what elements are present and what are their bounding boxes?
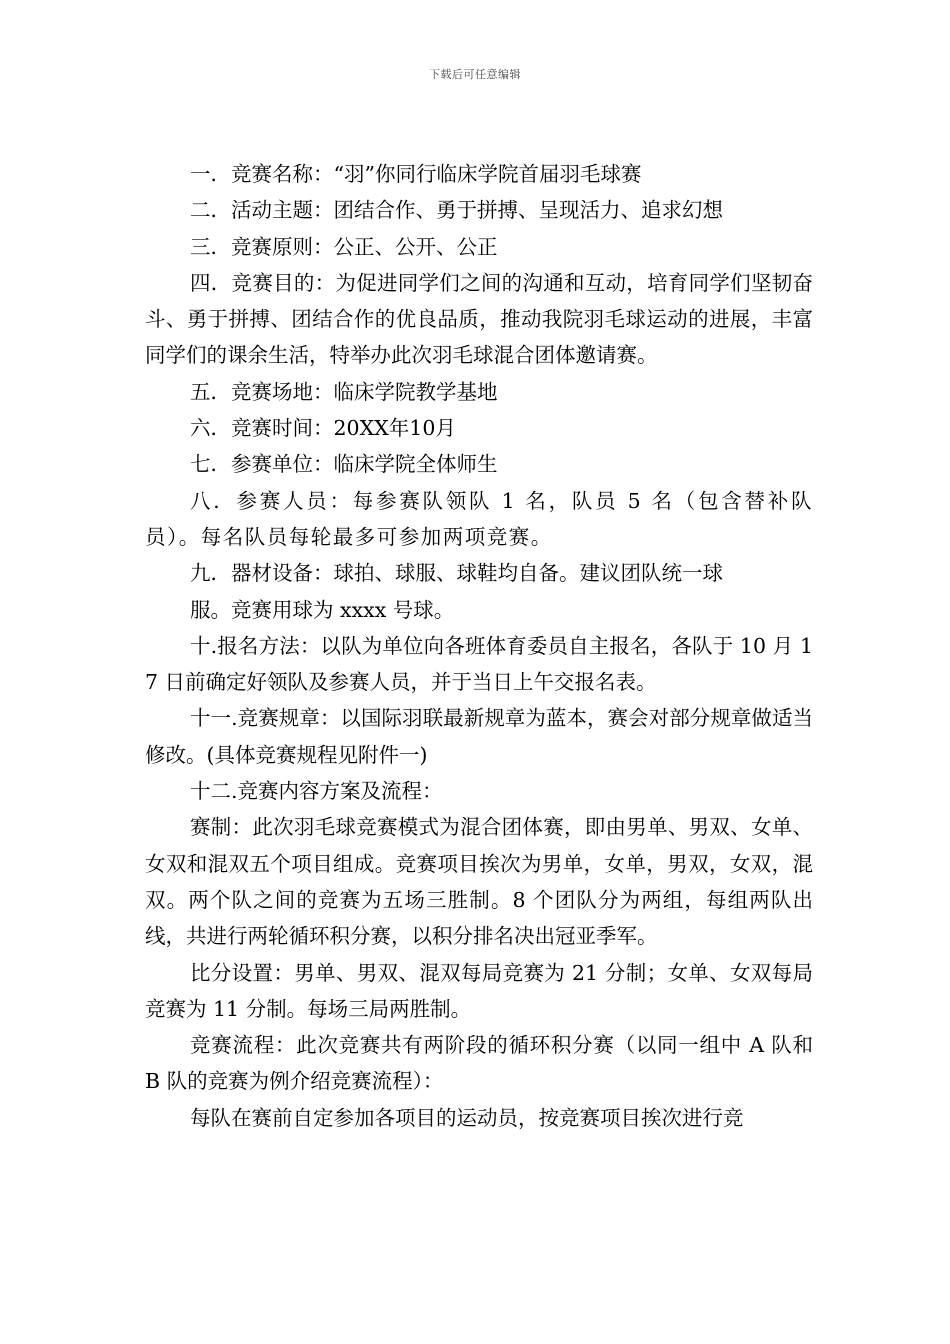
paragraph-process: 竞赛流程：此次竞赛共有两阶段的循环积分赛（以同一组中 A 队和 B 队的竞赛为例介绍竞赛流程）： — [145, 1033, 813, 1094]
paragraph-time: 六．竞赛时间：20XX年10月 — [190, 416, 456, 441]
paragraph-principles: 三．竞赛原则：公正、公开、公正 — [190, 234, 498, 259]
paragraph-rules: 十一.竞赛规章：以国际羽联最新规章为蓝本，赛会对部分规章做适当修改。(具体竞赛规程见附件一) — [145, 706, 813, 767]
paragraph-content-heading: 十二.竞赛内容方案及流程： — [190, 779, 443, 804]
paragraph-process-detail: 每队在赛前自定参加各项目的运动员，按竞赛项目挨次进行竞 — [190, 1105, 744, 1130]
paragraph-equipment-line1: 九．器材设备：球拍、球服、球鞋均自备。建议团队统一球 — [190, 561, 723, 586]
paragraph-venue: 五．竞赛场地：临床学院教学基地 — [190, 379, 498, 404]
paragraph-theme: 二．活动主题：团结合作、勇于拼搏、呈现活力、追求幻想 — [190, 198, 723, 223]
paragraph-equipment-line2: 服。竞赛用球为 xxxx 号球。 — [190, 597, 455, 622]
paragraph-competition-name: 一．竞赛名称：“羽”你同行临床学院首届羽毛球赛 — [190, 162, 642, 186]
paragraph-participating-units: 七．参赛单位：临床学院全体师生 — [190, 452, 498, 477]
document-body — [145, 156, 813, 1136]
paragraph-scoring: 比分设置：男单、男双、混双每局竞赛为 21 分制；女单、女双每局竞赛为 11 分制。每场三局两胜制。 — [145, 960, 813, 1021]
paragraph-registration: 十.报名方法：以队为单位向各班体育委员自主报名，各队于 10 月 17 日前确定好领队及参赛人员，并于当日上午交报名表。 — [145, 633, 813, 695]
paragraph-participants: 八．参赛人员：每参赛队领队 1 名，队员 5 名（包含替补队员）。每名队员每轮最多可参加两项竞赛。 — [145, 488, 813, 549]
paragraph-format: 赛制：此次羽毛球竞赛模式为混合团体赛，即由男单、男双、女单、女双和混双五个项目组成。竞赛项目挨次为男单，女单，男双，女双，混双。两个队之间的竞赛为五场三胜制。8 个团队分为两组，每组两队出线，共进行两轮循环积分赛，以积分排名决出冠亚季军。 — [145, 815, 813, 949]
header-note: 下载后可任意编辑 — [429, 68, 521, 81]
paragraph-purpose: 四．竞赛目的：为促进同学们之间的沟通和互动，培育同学们坚韧奋斗、勇于拼搏、团结合作的优良品质，推动我院羽毛球运动的进展，丰富同学们的课余生活，特举办此次羽毛球混合团体邀请赛。 — [145, 270, 813, 368]
